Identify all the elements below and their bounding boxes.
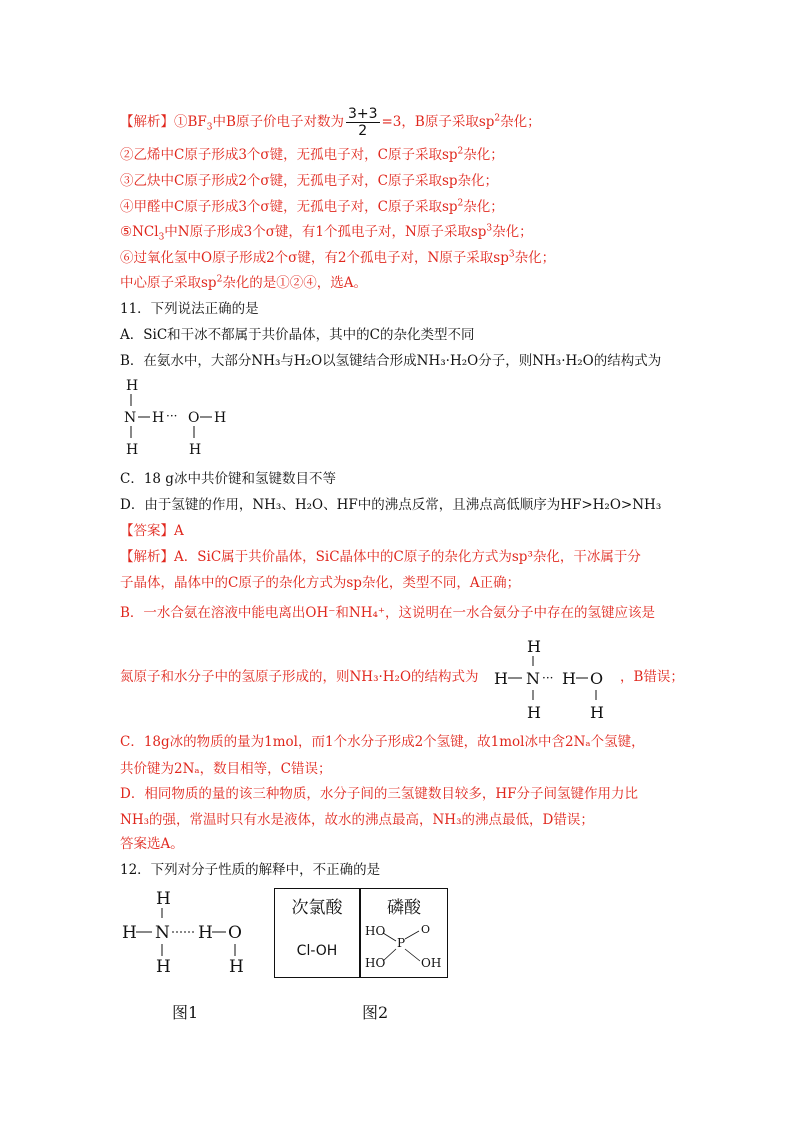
svg-text:H: H xyxy=(527,637,541,656)
svg-text:P: P xyxy=(397,936,406,950)
svg-text:H: H xyxy=(152,410,165,426)
q12-stem: 12．下列对分子性质的解释中，不正确的是 xyxy=(120,862,381,878)
q11-exp-8: NH₃的强，常温时只有水是液体，故水的沸点最高，NH₃的沸点最低，D错误； xyxy=(120,812,594,828)
q12-figure-1-structure xyxy=(118,886,258,978)
q11-option-a: A．SiC和干冰不都属于共价晶体，其中的C的杂化类型不同 xyxy=(120,327,475,343)
analysis-line-2: ②乙烯中C原子形成3个σ键，无孤电子对，C原子采取$sp^2$杂化； xyxy=(120,146,504,163)
svg-text:N: N xyxy=(124,410,137,426)
svg-text:HO: HO xyxy=(365,924,386,938)
svg-text:N: N xyxy=(155,923,170,943)
svg-text:H: H xyxy=(126,442,139,458)
svg-text:H: H xyxy=(214,410,227,426)
q11-answer: 【答案】A xyxy=(120,523,184,539)
q11-exp-3: B．一水合氨在溶液中能电离出OH⁻和NH₄⁺，这说明在一水合氨分子中存在的氢键应该是 xyxy=(120,605,656,621)
analysis-line-5: ⑤NCl$_3$中N原子形成3个σ键，有1个孤电子对，N原子采取$sp^3$杂化； xyxy=(120,223,533,243)
svg-text:H: H xyxy=(590,703,604,722)
svg-text:O: O xyxy=(421,923,431,936)
q11-exp-6: 共价键为2Nₐ，数目相等，C错误； xyxy=(120,761,332,777)
svg-text:H: H xyxy=(156,957,171,977)
svg-text:O: O xyxy=(228,923,242,943)
svg-text:H: H xyxy=(189,442,202,458)
svg-text:O: O xyxy=(188,410,200,426)
q11-option-b: B．在氨水中，大部分NH₃与H₂O以氢键结合形成NH₃·H₂O分子，则NH₃·H₂O的结构式为 xyxy=(120,353,662,369)
q11-exp-2: 子晶体，晶体中的C原子的杂化方式为sp杂化，类型不同，A正确； xyxy=(120,575,521,591)
q11-exp-7: D．相同物质的量的该三种物质，水分子间的三氢键数目较多，HF分子间氢键作用力比 xyxy=(120,786,638,802)
svg-text:O: O xyxy=(590,669,604,688)
svg-text:···: ··· xyxy=(542,671,554,685)
svg-text:H: H xyxy=(126,378,139,394)
svg-text:H: H xyxy=(198,923,213,943)
q11-structure-formula-red xyxy=(492,634,620,724)
fraction: $\frac{3+3}{2}$ xyxy=(347,106,378,139)
q11-exp-1: 【解析】A．SiC属于共价晶体，SiC晶体中的C原子的杂化方式为sp³杂化，干冰属于分 xyxy=(120,549,641,565)
analysis-line-6: ⑥过氧化氢中O原子形成2个σ键，有2个孤电子对，N原子采取$sp^3$杂化； xyxy=(120,249,556,266)
svg-text:H: H xyxy=(562,669,576,688)
svg-text:H: H xyxy=(229,957,244,977)
q11-exp-4: 氮原子和水分子中的氢原子形成的，则NH₃·H₂O的结构式为 xyxy=(120,669,479,685)
figure-1-label: 图1 xyxy=(172,1003,199,1022)
analysis-line-1: 【解析】$①BF_3$中B原子价电子对数为 $\frac{3+3}{2}$ =3，B原子采取$sp^2$杂化； xyxy=(120,106,541,139)
q11-exp-5: C．18g冰的物质的量为1mol，而1个水分子形成2个氢键，故1mol冰中含2Nₐ个氢键， xyxy=(120,734,645,750)
svg-text:···: ··· xyxy=(166,409,178,423)
table-right-title: 磷酸 xyxy=(387,898,421,918)
svg-text:N: N xyxy=(526,669,540,688)
analysis-line-7: 中心原子采取$sp^2$杂化的是①②④，选A。 xyxy=(120,274,368,291)
table-left-title: 次氯酸 xyxy=(291,898,343,918)
table-left-formula: Cl-OH xyxy=(296,943,338,959)
phosphoric-acid-structure xyxy=(363,919,445,973)
analysis-line-4: ④甲醛中C原子形成3个σ键，无孤电子对，C原子采取$sp^2$杂化； xyxy=(120,198,504,215)
svg-text:H: H xyxy=(527,703,541,722)
analysis-line-3: ③乙炔中C原子形成2个σ键，无孤电子对，C原子采取sp杂化； xyxy=(120,173,499,189)
q11-stem: 11．下列说法正确的是 xyxy=(120,301,259,317)
svg-text:H: H xyxy=(156,889,171,909)
q11-structure-formula xyxy=(120,376,250,458)
svg-text:H: H xyxy=(122,923,137,943)
svg-text:OH: OH xyxy=(421,956,442,970)
q11-option-c: C．18 g冰中共价键和氢键数目不等 xyxy=(120,471,336,487)
figure-2-label: 图2 xyxy=(362,1003,389,1022)
q12-figure-2-table xyxy=(274,888,448,978)
q11-exp-9: 答案选A。 xyxy=(120,836,184,852)
q11-option-d: D．由于氢键的作用，NH₃、H₂O、HF中的沸点反常，且沸点高低顺序为HF>H₂O>NH₃ xyxy=(120,497,662,513)
svg-text:H: H xyxy=(494,669,508,688)
q11-exp-4-end: ，B错误； xyxy=(620,669,684,685)
svg-text:HO: HO xyxy=(365,956,386,970)
